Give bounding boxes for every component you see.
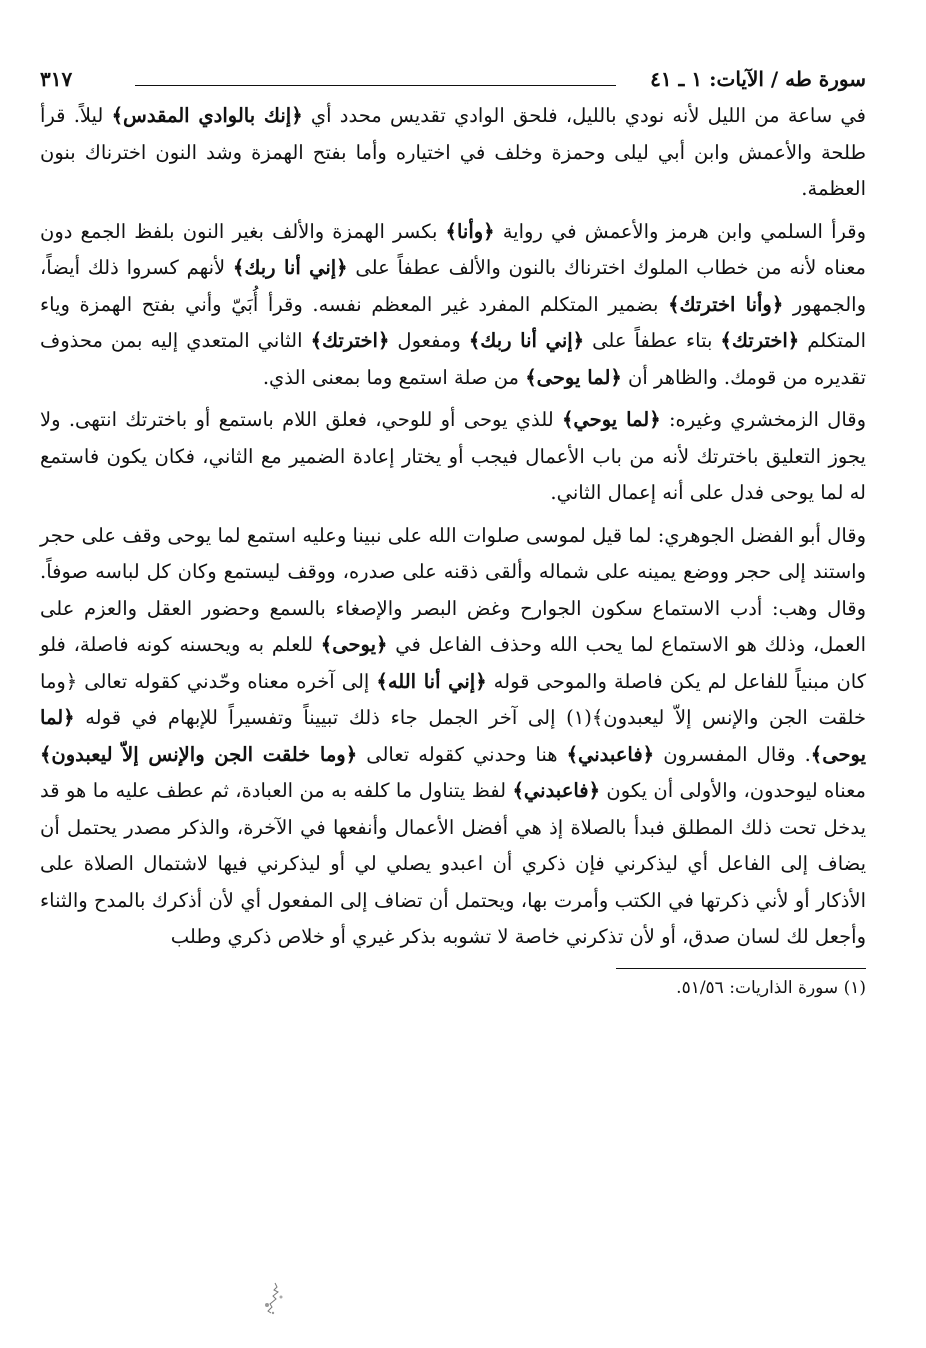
- text-run: هنا وحدني كقوله تعالى: [357, 742, 567, 766]
- quran-quote: ﴿فاعبدني﴾: [566, 742, 655, 766]
- text-run: وقال أبو الفضل الجوهري: لما قيل لموسى صلوات الله على نبينا وعليه استمع لما يوحى وقف على حجر واستند إلى حجر ووضع يمينه على شماله وألقى ذقنه على صدره، ووقف ليستمع وكان كل لباسه صوفاً. وقال وهب: أدب الاستماع سكون الجوارح وغض البصر والإصغاء بالسمع وحضور العقل والعزم على العمل، وذلك هو الاستماع لما يحب الله وحذف الفاعل في: [40, 523, 866, 656]
- text-run: ومفعول: [389, 329, 469, 352]
- paragraph: [40, 214, 866, 397]
- text-run: ﴿وما خلقت الجن والإنس إلاّ ليعبدون﴾: [40, 669, 866, 729]
- text-run: لأنهم كسروا ذلك أيضاً، والجمهور: [40, 256, 866, 316]
- text-run: للذي يوحى أو للوحي، فعلق اللام باستمع أو باخترتك انتهى. ولا يجوز التعليق باخترتك لأنه من باب الأعمال فيجب أو يختار إعادة الضمير مع الثاني، فكان يكون فاستمع له لما يوحى فدل على أنه إعمال الثاني.: [40, 408, 866, 504]
- paragraph: [40, 518, 866, 956]
- text-run: (١) إلى آخر الجمل جاء ذلك تبييناً وتفسيراً للإبهام في قوله: [74, 706, 592, 729]
- page-header: [40, 60, 866, 98]
- text-run: إلى آخره معناه وحّدني كقوله تعالى: [77, 669, 377, 693]
- text-run: وقال الزمخشري وغيره:: [660, 408, 867, 431]
- quran-quote: ﴿لما يوحي﴾: [561, 408, 661, 431]
- header-rule: [135, 85, 616, 86]
- paragraph: [40, 98, 866, 208]
- quran-quote: ﴿وأنا اخترتك﴾: [668, 292, 784, 316]
- text-run: لفظ يتناول ما كلفه به من العبادة، ثم عطف عليه ما هو قد يدخل تحت ذلك المطلق فبدأ بالصلاة إذ هي أفضل الأعمال وأنفعها في الآخرة، والذكر مصدر يحتمل أن يضاف إلى الفاعل أي ليذكرني فإن ذكري أن اعبدو يصلي لي أو ليذكرني فيها لاشتمال الصلاة على الأذكار أو لأني ذكرتها في الكتب وأمرت بها، ويحتمل أن تضاف إلى المفعول أي لأن أذكرك بالمدح والثناء وأجعل لك لسان صدق، أو لأن تذكرني خاصة لا تشوبه بذكر غيري أو خلاص ذكري وطلب: [40, 779, 866, 948]
- text-run: الثاني المتعدي إليه بمن محذوف تقديره من قومك. والظاهر أن: [40, 329, 866, 389]
- text-run: للعلم به ويحسنه كونه فاصلة، فلو كان مبنياً للفاعل لم يكن فاصلة والموحى قوله: [40, 633, 866, 693]
- text-run: بتاء عطفاً على: [584, 329, 721, 352]
- text-run: بضمير المتكلم المفرد غير المعظم نفسه. وقرأ أُبَيّ وأني بفتح الهمزة وياء المتكلم: [40, 292, 866, 352]
- text-run: وقرأ السلمي وابن هرمز والأعمش في رواية: [494, 219, 866, 243]
- page-number: ٣١٧: [40, 67, 80, 91]
- text-run: بكسر الهمزة والألف بغير النون بلفظ الجمع دون معناه لأنه من خطاب الملوك اخترناك بالنون والألف عطفاً على: [40, 219, 866, 279]
- footnote: (١) سورة الذاريات: ٥١/٥٦.: [676, 977, 866, 998]
- text-run: في ساعة من الليل لأنه نودي بالليل، فلحق الوادي تقديس محدد أي: [302, 104, 867, 127]
- quran-quote: ﴿لما يوحى﴾: [40, 706, 866, 766]
- quran-quote: ﴿يوحى﴾: [320, 633, 388, 656]
- text-run: . وقال المفسرون: [654, 742, 811, 766]
- paragraph: [40, 402, 866, 512]
- quran-quote: ﴿إني أنا ربك﴾: [232, 256, 348, 279]
- quran-quote: ﴿اخترتك﴾: [720, 329, 800, 352]
- text-run: معناه ليوحدون، والأولى أن يكون: [600, 779, 866, 802]
- quran-quote: ﴿وأنا﴾: [445, 219, 495, 243]
- footnote-rule: [616, 968, 866, 969]
- quran-quote: ﴿وما خلقت الجن والإنس إلاّ ليعبدون﴾: [40, 742, 358, 766]
- scan-speck-mark: [245, 1275, 305, 1325]
- quran-quote: ﴿اخترتك﴾: [310, 329, 390, 352]
- quran-quote: ﴿إني أنا ربك﴾: [468, 329, 585, 352]
- document-page: [40, 60, 866, 1330]
- quran-quote: ﴿لما يوحى﴾: [525, 365, 622, 389]
- text-run: من صلة استمع وما بمعنى الذي.: [262, 365, 526, 389]
- surah-title: سورة طه / الآيات: ١ ـ ٤١: [642, 67, 866, 91]
- quran-quote: ﴿إني أنا الله﴾: [376, 669, 487, 693]
- quran-quote: ﴿فاعبدني﴾: [512, 779, 601, 802]
- text-run: ليلاً. قرأ طلحة والأعمش وابن أبي ليلى وحمزة وخلف في اختياره وأما بفتح الهمزة وشد النون اخترناك بنون العظمة.: [40, 104, 866, 200]
- body-text: [40, 98, 866, 956]
- quran-quote: ﴿إنك بالوادي المقدس﴾: [111, 104, 303, 127]
